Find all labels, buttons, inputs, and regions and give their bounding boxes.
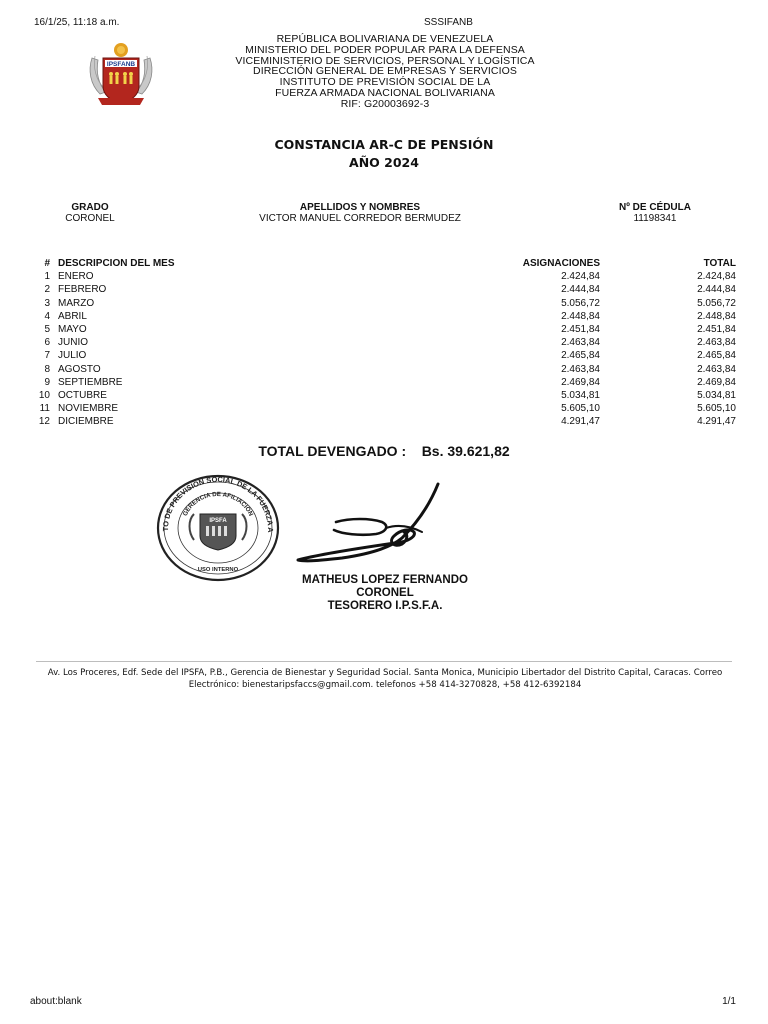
institution-line: VICEMINISTERIO DE SERVICIOS, PERSONAL Y LOGÍSTICA [235,54,535,67]
footer-address [40,668,730,691]
table-row [36,376,736,389]
stamp-inner-text: GERENCIA DE AFILIACION [181,490,255,518]
row-month: DICIEMBRE [58,416,114,428]
table-row [36,363,736,376]
row-total: 5.605,10 [697,403,736,415]
rank-label: GRADO [71,202,109,213]
id-label: Nº DE CÉDULA [619,202,691,213]
col-header-assign: ASIGNACIONES [522,258,600,269]
row-assignment: 5.034,81 [561,390,600,402]
logo-text: IPSFANB [106,61,136,68]
table-row [36,349,736,362]
row-number: 1 [44,271,50,283]
total-devengado [0,443,768,459]
institution-header [190,34,580,110]
institution-line: MINISTERIO DEL PODER POPULAR PARA LA DEFENSA [245,43,525,56]
official-stamp [154,470,282,582]
row-assignment: 2.444,84 [561,284,600,296]
print-url: about:blank [30,996,82,1007]
table-row [36,402,736,415]
row-assignment: 4.291,47 [561,416,600,428]
monthly-table [36,257,736,429]
row-month: MAYO [58,324,87,336]
row-assignment: 5.056,72 [561,297,600,309]
table-row [36,283,736,296]
stamp-center-text: IPSFA [209,518,227,524]
print-datetime: 16/1/25, 11:18 a.m. [34,17,120,28]
table-row [36,415,736,428]
row-total: 2.469,84 [697,376,736,388]
document-year: AÑO 2024 [349,155,419,170]
row-month: FEBRERO [58,284,107,296]
table-row [36,389,736,402]
name-value: VICTOR MANUEL CORREDOR BERMUDEZ [259,213,461,224]
stamp-bottom-text: USO INTERNO [197,567,239,573]
row-month: AGOSTO [58,363,101,375]
row-month: MARZO [58,297,95,309]
row-total: 2.448,84 [697,310,736,322]
row-total: 5.056,72 [697,297,736,309]
row-total: 2.463,84 [697,337,736,349]
row-total: 2.444,84 [697,284,736,296]
row-number: 4 [44,310,50,322]
total-amount: Bs. 39.621,82 [421,443,510,459]
footer-line: Electrónico: bienestaripsfaccs@gmail.com. telefonos +58 414-3270828, +58 412-6392184 [188,679,582,690]
table-header-row [36,257,736,270]
row-number: 8 [44,363,50,375]
footer-line: Av. Los Proceres, Edf. Sede del IPSFA, P.B., Gerencia de Bienestar y Seguridad Social. Santa Monica, Municipio Libertador del Distrito Capital, Caracas. Correo [47,668,723,678]
handwritten-signature [290,478,450,568]
col-header-num: # [44,258,50,269]
row-assignment: 2.448,84 [561,310,600,322]
row-number: 10 [38,390,50,402]
row-month: ABRIL [58,310,87,322]
row-month: JUNIO [58,337,88,349]
print-page-number: 1/1 [722,996,736,1007]
row-assignment: 2.465,84 [561,350,600,362]
col-header-month: DESCRIPCION DEL MES [58,258,175,269]
row-month: ENERO [58,271,94,283]
row-assignment: 2.424,84 [561,271,600,283]
row-total: 5.034,81 [697,390,736,402]
table-row [36,310,736,323]
document-title: CONSTANCIA AR-C DE PENSIÓN [274,137,494,152]
row-assignment: 2.463,84 [561,337,600,349]
row-number: 3 [44,297,50,309]
row-number: 12 [38,416,50,428]
row-number: 6 [44,337,50,349]
row-number: 2 [44,284,50,296]
col-header-total: TOTAL [703,258,736,269]
row-assignment: 2.463,84 [561,363,600,375]
table-row [36,323,736,336]
row-month: JULIO [58,350,87,362]
signatory-position: TESORERO I.P.S.F.A. [327,600,443,612]
row-assignment: 2.469,84 [561,376,600,388]
total-label: TOTAL DEVENGADO : [258,443,407,459]
institution-rif: RIF: G20003692-3 [340,97,430,110]
row-total: 4.291,47 [697,416,736,428]
footer-divider [36,661,732,662]
row-assignment: 5.605,10 [561,403,600,415]
table-row [36,297,736,310]
table-row [36,270,736,283]
institution-line: REPÚBLICA BOLIVARIANA DE VENEZUELA [276,33,494,45]
row-month: NOVIEMBRE [58,403,119,415]
signatory-rank: CORONEL [356,587,414,599]
rank-value: CORONEL [65,213,115,224]
ipsfanb-logo [86,40,156,110]
row-total: 2.463,84 [697,363,736,375]
row-assignment: 2.451,84 [561,324,600,336]
signatory-name: MATHEUS LOPEZ FERNANDO [302,574,468,586]
institution-line: FUERZA ARMADA NACIONAL BOLIVARIANA [275,86,495,99]
row-number: 9 [44,376,50,388]
row-month: OCTUBRE [58,390,107,402]
row-number: 7 [44,350,50,362]
row-number: 5 [44,324,50,336]
institution-line: INSTITUTO DE PREVISIÓN SOCIAL DE LA [279,76,491,89]
name-label: APELLIDOS Y NOMBRES [299,202,421,213]
table-row [36,336,736,349]
stamp-outer-text: TO DE PREVISION SOCIAL DE LA FUERZA A [160,474,276,533]
row-total: 2.451,84 [697,324,736,336]
print-site-title: SSSIFANB [424,17,473,28]
row-number: 11 [39,403,50,415]
id-value: 11198341 [633,213,677,224]
institution-line: DIRECCIÓN GENERAL DE EMPRESAS Y SERVICIOS [253,65,517,78]
row-total: 2.424,84 [697,271,736,283]
row-total: 2.465,84 [697,350,736,362]
row-month: SEPTIEMBRE [58,376,123,388]
